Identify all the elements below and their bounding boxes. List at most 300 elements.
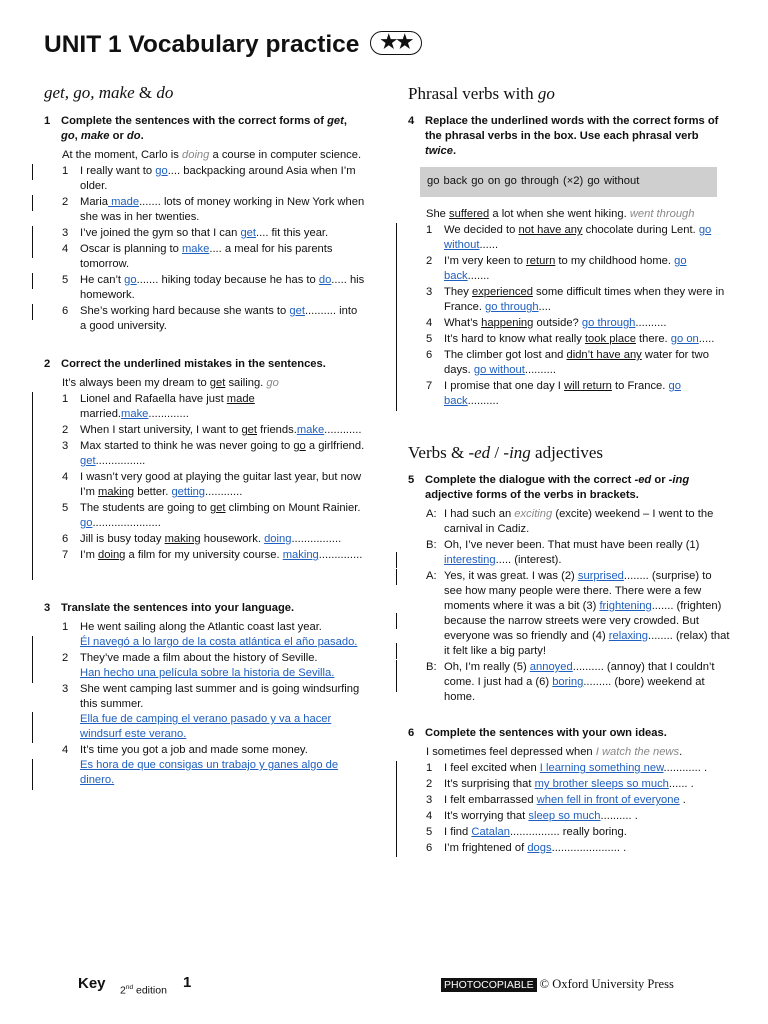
exercise-4: [400, 114, 730, 410]
margin-bar: [396, 395, 397, 411]
margin-bar: [396, 841, 397, 857]
margin-bar: [396, 613, 397, 629]
example-answer: went through: [629, 208, 695, 220]
text: Jill is busy today: [80, 533, 165, 545]
text: ......... (bore) weekend at home.: [444, 676, 705, 703]
dialogue-text: [444, 660, 730, 705]
text: I find: [444, 826, 472, 838]
text: I’ve joined the gym so that I can: [80, 227, 241, 239]
exercise-item: [36, 195, 366, 225]
margin-bar: [32, 470, 33, 486]
margin-bar: [396, 239, 397, 255]
item-number: 7: [62, 549, 69, 561]
text: ....... hiking today because he has to: [136, 274, 319, 286]
exercise-5-heading: [400, 473, 730, 503]
item-text: [80, 226, 366, 241]
margin-bar: [32, 517, 33, 533]
exercise-number: 5: [408, 474, 415, 486]
item-text: [80, 273, 366, 303]
answer: go without: [444, 224, 712, 251]
dialogue-line: [400, 507, 730, 537]
text: ................ really boring.: [509, 826, 627, 838]
answer: making: [282, 549, 319, 561]
margin-bar: [396, 223, 397, 239]
exercise-2-example: [36, 376, 366, 391]
answer: go back: [444, 255, 687, 282]
margin-bar: [32, 532, 33, 548]
exercise-instruction: Translate the sentences into your language.: [61, 602, 295, 614]
text: housework.: [200, 533, 265, 545]
margin-bar: [396, 761, 397, 777]
text: I’m very keen to: [444, 255, 527, 267]
margin-bar: [396, 660, 397, 676]
text: I’m frightened of: [444, 842, 528, 854]
text: .......... (annoy) that I couldn’t come. I just had a (6): [444, 661, 715, 688]
text: Lionel and Rafaella have just: [80, 393, 227, 405]
exercise-item: [400, 332, 730, 347]
margin-bar: [396, 825, 397, 841]
exercise-item: [400, 809, 730, 824]
text: .... a meal for his parents tomorrow.: [80, 243, 333, 270]
margin-bar: [396, 254, 397, 270]
item-number: 2: [426, 778, 433, 790]
text: chocolate during Lent.: [582, 224, 699, 236]
underlined-word: making: [164, 533, 201, 545]
exercise-instruction: Correct the underlined mistakes in the sentences.: [61, 358, 326, 370]
text: climbing on Mount Rainier.: [225, 502, 361, 514]
example-text: .: [679, 746, 683, 758]
exercise-instruction: Complete the sentences with the correct forms of get, go, make or do.: [61, 115, 347, 142]
text: I feel excited when: [444, 762, 540, 774]
text: It’s surprising that: [444, 778, 535, 790]
exercise-2-items: [36, 392, 366, 563]
item-text: [80, 501, 366, 531]
underlined-word: took place: [584, 333, 636, 345]
item-text: [80, 470, 366, 500]
exercise-4-heading: [400, 114, 730, 159]
answer: made: [107, 196, 140, 208]
answer: get: [240, 227, 257, 239]
item-number: 3: [426, 794, 433, 806]
exercise-item: [400, 841, 730, 856]
text: I’m: [80, 549, 99, 561]
text: ........ (relax) that it felt like a big party!: [444, 630, 730, 657]
difficulty-stars: ★★: [370, 31, 422, 55]
underlined-word: will return: [564, 380, 612, 392]
edition-suffix: nd: [125, 984, 134, 991]
item-text: [444, 793, 730, 808]
item-number: 6: [62, 533, 69, 545]
text: She’s working hard because she wants to: [80, 305, 290, 317]
item-text: [444, 254, 730, 284]
exercise-number: 1: [44, 115, 51, 127]
text: .......... .: [600, 810, 638, 822]
page-title: [44, 30, 422, 60]
text: to my childhood home.: [555, 255, 675, 267]
text: I had such an: [444, 508, 515, 520]
exercise-5: [400, 473, 730, 706]
dots: ............: [324, 424, 362, 436]
example-underlined: suffered: [449, 208, 490, 220]
item-number: 5: [426, 333, 433, 345]
section-heading-ed-ing-adjectives: [408, 443, 603, 463]
item-number: 7: [426, 380, 433, 392]
footer-edition: [120, 980, 167, 999]
item-number: 4: [426, 317, 433, 329]
text: Oscar is planning to: [80, 243, 182, 255]
item-text: [80, 392, 366, 422]
text: ............ .: [663, 762, 708, 774]
item-number: 2: [426, 255, 433, 267]
photocopiable-badge: PHOTOCOPIABLE: [441, 978, 537, 992]
text: It’s worrying that: [444, 810, 529, 822]
item-text: [80, 195, 366, 225]
example-answer: go: [266, 377, 279, 389]
text: Oh, I’ve never been. That must have been really (1): [444, 539, 700, 551]
item-number: 5: [62, 502, 69, 514]
answer: boring: [552, 676, 584, 688]
margin-bar: [32, 423, 33, 439]
example-text: She: [426, 208, 450, 220]
section-heading-part: do: [156, 83, 174, 102]
margin-bar: [32, 273, 33, 289]
text: .......... into a good university.: [80, 305, 358, 332]
margin-bar: [32, 392, 33, 408]
text: ....... lots of money working in New York when she was in her twenties.: [80, 196, 365, 223]
underlined-word: go: [293, 440, 306, 452]
answer: dogs: [527, 842, 552, 854]
answer: go on: [670, 333, 699, 345]
underlined-word: happening: [481, 317, 534, 329]
edition-word: edition: [133, 984, 167, 997]
text: ....... (frighten) because the narrow streets were very crowded. But everyone was so friendly and (4): [444, 600, 722, 642]
source-sentence: He went sailing along the Atlantic coast last year.: [80, 621, 322, 633]
margin-bar: [396, 270, 397, 286]
margin-bar: [32, 548, 33, 564]
item-number: 2: [62, 424, 69, 436]
text: ...................... .: [551, 842, 627, 854]
margin-bar: [32, 242, 33, 258]
margin-bar: [396, 777, 397, 793]
text: married.: [80, 408, 122, 420]
exercise-4-items: [400, 223, 730, 409]
exercise-1-example: [36, 148, 366, 163]
translation-answer: Es hora de que consigas un trabajo y ganes algo de dinero.: [80, 759, 339, 786]
item-text: [80, 651, 366, 681]
exercise-item: [400, 316, 730, 331]
margin-bar: [32, 712, 33, 728]
text: I wasn’t very good at playing the guitar last year, but now I’m: [80, 471, 362, 498]
margin-bar: [396, 332, 397, 348]
text: .: [679, 794, 686, 806]
answer: Catalan: [471, 826, 510, 838]
exercise-item: [400, 348, 730, 378]
item-text: [80, 620, 366, 650]
item-number: 3: [426, 286, 433, 298]
item-text: [80, 242, 366, 272]
text: outside?: [533, 317, 582, 329]
item-number: 1: [62, 165, 69, 177]
margin-bar: [396, 569, 397, 585]
dots: ................: [95, 455, 146, 467]
exercise-number: 4: [408, 115, 415, 127]
underlined-word: get: [241, 424, 258, 436]
item-number: 1: [62, 393, 69, 405]
item-number: 4: [62, 744, 69, 756]
text: (excite) weekend – I went to the carnival in Cadiz.: [444, 508, 714, 535]
margin-bar: [396, 809, 397, 825]
item-text: [80, 423, 366, 438]
text: .... backpacking around Asia when I’m older.: [80, 165, 356, 192]
answer: go back: [444, 380, 681, 407]
exercise-3-heading: [36, 601, 366, 616]
exercise-instruction: Complete the sentences with your own ideas.: [425, 727, 667, 739]
exercise-item: [400, 761, 730, 776]
speaker: B:: [426, 661, 437, 673]
item-text: [444, 825, 730, 840]
page-number: 1: [183, 974, 192, 991]
dialogue-line: [400, 660, 730, 705]
dots: ..........: [467, 395, 499, 407]
margin-bar: [396, 285, 397, 301]
dots: .....: [698, 333, 715, 345]
answer: doing: [264, 533, 292, 545]
dots: ......................: [92, 517, 161, 529]
margin-bar: [32, 164, 33, 180]
section-heading-part: adjectives: [530, 443, 604, 462]
item-number: 5: [426, 826, 433, 838]
answer: go: [124, 274, 137, 286]
item-text: [444, 285, 730, 315]
answer: interesting: [444, 554, 496, 566]
exercise-item: [36, 501, 366, 531]
exercise-item: [36, 651, 366, 681]
example-text: I sometimes feel depressed when: [426, 746, 596, 758]
answer: sleep so much: [528, 810, 601, 822]
item-number: 2: [62, 196, 69, 208]
margin-bar: [32, 667, 33, 683]
margin-bar: [32, 304, 33, 320]
example-text: a course in computer science.: [209, 149, 362, 161]
exercise-number: 6: [408, 727, 415, 739]
text: We decided to: [444, 224, 519, 236]
exercise-item: [36, 532, 366, 547]
exercise-item: [36, 743, 366, 788]
text: Max started to think he was never going to: [80, 440, 294, 452]
text: .... fit this year.: [256, 227, 329, 239]
example-text: It’s always been my dream to: [62, 377, 210, 389]
dialogue-text: [444, 538, 730, 568]
dots: ....: [538, 301, 551, 313]
margin-bar: [32, 408, 33, 424]
answer: my brother sleeps so much: [534, 778, 669, 790]
exercise-2: [36, 357, 366, 564]
answer: annoyed: [529, 661, 573, 673]
text: a film for my university course.: [125, 549, 283, 561]
answer: get: [80, 455, 96, 467]
text: I promise that one day I: [444, 380, 565, 392]
underlined-word: made: [226, 393, 255, 405]
text: The students are going to: [80, 502, 210, 514]
exercise-1-items: [36, 164, 366, 334]
margin-bar: [396, 348, 397, 364]
example-answer: I watch the news: [595, 746, 680, 758]
margin-bar: [396, 379, 397, 395]
item-number: 3: [62, 683, 69, 695]
exercise-6-items: [400, 761, 730, 856]
exercise-instruction: Complete the dialogue with the correct -ed or -ing adjective forms of the verbs in brackets.: [425, 474, 690, 501]
exercise-item: [400, 793, 730, 808]
dots: ............: [205, 486, 243, 498]
text: What’s: [444, 317, 482, 329]
item-text: [80, 532, 366, 547]
underlined-word: return: [526, 255, 556, 267]
exercise-2-heading: [36, 357, 366, 372]
answer: I learning something new: [539, 762, 664, 774]
margin-bar: [32, 564, 33, 580]
answer: go through: [581, 317, 636, 329]
answer: go: [80, 517, 93, 529]
example-underlined: get: [209, 377, 226, 389]
item-number: 4: [426, 810, 433, 822]
underlined-word: not have any: [518, 224, 583, 236]
text: to France.: [611, 380, 669, 392]
exercise-item: [400, 254, 730, 284]
item-number: 6: [62, 305, 69, 317]
item-text: [80, 548, 366, 563]
text: there.: [635, 333, 671, 345]
margin-bar: [396, 793, 397, 809]
exercise-3-items: [36, 620, 366, 788]
item-number: 1: [426, 762, 433, 774]
item-number: 4: [62, 243, 69, 255]
dialogue-line: [400, 538, 730, 568]
exercise-item: [36, 423, 366, 438]
speaker: A:: [426, 570, 437, 582]
example-text: sailing.: [225, 377, 267, 389]
margin-bar: [396, 364, 397, 380]
answer: when fell in front of everyone: [536, 794, 680, 806]
exercise-item: [36, 304, 366, 334]
answer: surprised: [577, 570, 624, 582]
exercise-6: [400, 726, 730, 857]
text: When I start university, I want to: [80, 424, 242, 436]
text: friends.: [257, 424, 297, 436]
section-heading-part: Phrasal verbs with: [408, 84, 538, 103]
dialogue-line: [400, 569, 730, 659]
dots: ..........: [635, 317, 667, 329]
item-text: [80, 439, 366, 469]
margin-bar: [396, 316, 397, 332]
item-number: 4: [62, 471, 69, 483]
answer: go without: [473, 364, 525, 376]
example-text: a lot when she went hiking.: [489, 208, 630, 220]
text: some difficult times when they were in France.: [444, 286, 725, 313]
exercise-1: [36, 114, 366, 335]
text: Oh, I’m really (5): [444, 661, 530, 673]
exercise-item: [36, 273, 366, 303]
margin-bar: [32, 195, 33, 211]
margin-bar: [32, 636, 33, 652]
exercise-item: [36, 620, 366, 650]
exercise-item: [400, 379, 730, 409]
exercise-item: [36, 226, 366, 241]
answer: go through: [485, 301, 539, 313]
speaker: A:: [426, 508, 437, 520]
margin-bar: [396, 676, 397, 692]
item-text: [444, 761, 730, 776]
section-heading-part: -ed: [468, 443, 491, 462]
translation-answer: Han hecho una película sobre la historia de Sevilla.: [80, 667, 335, 679]
margin-bar: [32, 486, 33, 502]
translation-answer: Él navegó a lo largo de la costa atlántica el año pasado.: [80, 636, 358, 648]
example-answer: exciting: [514, 508, 553, 520]
section-heading-amp: &: [138, 83, 153, 102]
phrasal-verb-box: go back go on go through (×2) go without: [420, 167, 717, 197]
answer: go: [155, 165, 168, 177]
item-number: 3: [62, 227, 69, 239]
exercise-6-heading: [400, 726, 730, 741]
source-sentence: She went camping last summer and is going windsurfing this summer.: [80, 683, 360, 710]
exercise-item: [36, 392, 366, 422]
margin-bar: [32, 774, 33, 790]
text: Yes, it was great. I was (2): [444, 570, 578, 582]
item-number: 3: [62, 440, 69, 452]
exercise-number: 3: [44, 602, 51, 614]
margin-bar: [32, 226, 33, 242]
dots: ......: [479, 239, 499, 251]
exercise-item: [36, 164, 366, 194]
dots: ..........: [524, 364, 556, 376]
item-text: [80, 682, 366, 742]
publisher-text: © Oxford University Press: [539, 977, 674, 991]
text: ...... .: [668, 778, 694, 790]
exercise-number: 2: [44, 358, 51, 370]
exercise-item: [400, 285, 730, 315]
text: The climber got lost and: [444, 349, 567, 361]
item-text: [444, 379, 730, 409]
speaker: B:: [426, 539, 437, 551]
answer: make: [121, 408, 149, 420]
margin-bar: [396, 643, 397, 659]
exercise-instruction: Replace the underlined words with the correct forms of the phrasal verbs in the box. Use each phrasal verb twice.: [425, 115, 719, 157]
item-text: [444, 777, 730, 792]
underlined-word: experienced: [471, 286, 533, 298]
underlined-word: making: [98, 486, 135, 498]
item-text: [80, 304, 366, 334]
text: better.: [134, 486, 172, 498]
margin-bar: [32, 455, 33, 471]
item-text: [80, 743, 366, 788]
footer-publisher: [441, 977, 674, 993]
section-heading-get-go-make-do: [44, 83, 173, 103]
item-number: 6: [426, 349, 433, 361]
exercise-item: [36, 439, 366, 469]
exercise-item: [400, 777, 730, 792]
text: ..... (interest).: [495, 554, 562, 566]
dots: ..............: [318, 549, 363, 561]
item-text: [444, 223, 730, 253]
dots: .............: [148, 408, 189, 420]
text: He can’t: [80, 274, 125, 286]
margin-bar: [32, 651, 33, 667]
underlined-word: didn’t have any: [566, 349, 642, 361]
item-text: [444, 809, 730, 824]
item-text: [444, 348, 730, 378]
text: It’s hard to know what really: [444, 333, 585, 345]
dialogue-text: [444, 507, 730, 537]
text: Maria: [80, 196, 108, 208]
